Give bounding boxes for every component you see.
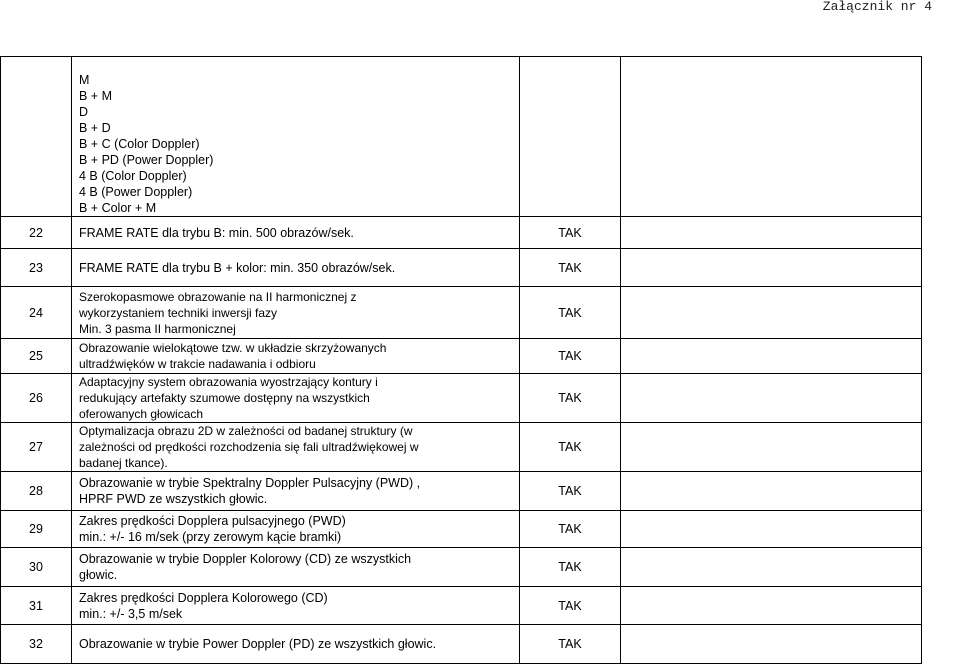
description-line: Min. 3 pasma II harmonicznej	[79, 321, 236, 336]
offered-value-cell	[621, 472, 922, 511]
row-number: 22	[1, 217, 72, 249]
row-number: 23	[1, 249, 72, 287]
description-line: Obrazowanie wielokątowe tzw. w układzie skrzyżowanych	[79, 341, 387, 355]
row-number: 30	[1, 548, 72, 587]
mode-line: D	[79, 105, 89, 119]
table-row	[1, 587, 922, 625]
parameter-description: Obrazowanie w trybie Power Doppler (PD) ze wszystkich głowic.	[72, 625, 520, 664]
table-row	[1, 511, 922, 548]
description-line: wykorzystaniem techniki inwersji fazy	[79, 305, 278, 320]
table-row	[1, 423, 922, 472]
mode-line: M	[79, 73, 90, 87]
offered-value-cell	[621, 249, 922, 287]
description-line: badanej tkance).	[79, 456, 168, 470]
description-line: Adaptacyjny system obrazowania wyostrzający kontury i	[79, 375, 378, 389]
mode-line: B + D	[79, 121, 111, 135]
mode-line: B + M	[79, 89, 112, 103]
requirement-value: TAK	[520, 548, 621, 587]
mode-line: B + PD (Power Doppler)	[79, 153, 214, 167]
continuation-modes-cell	[72, 57, 520, 217]
description-line: Optymalizacja obrazu 2D w zależności od badanej struktury (w	[79, 424, 413, 438]
mode-line: 4 B (Power Doppler)	[79, 185, 193, 199]
offered-value-cell	[621, 374, 922, 423]
table-row	[1, 249, 922, 287]
table-row-continuation	[1, 57, 922, 217]
parameter-description	[72, 287, 520, 339]
requirement-value: TAK	[520, 511, 621, 548]
offered-value-cell	[621, 587, 922, 625]
requirement-value: TAK	[520, 217, 621, 249]
description-line: Obrazowanie w trybie Doppler Kolorowy (CD) ze wszystkich	[79, 552, 412, 566]
row-number: 27	[1, 423, 72, 472]
offered-value-cell	[621, 339, 922, 374]
description-line: HPRF PWD ze wszystkich głowic.	[79, 492, 268, 506]
offered-value-cell	[621, 217, 922, 249]
row-number-cell	[1, 57, 72, 217]
table-row	[1, 472, 922, 511]
mode-line: 4 B (Color Doppler)	[79, 169, 187, 183]
mode-line: B + Color + M	[79, 201, 157, 215]
description-line: min.: +/- 16 m/sek (przy zerowym kącie bramki)	[79, 530, 342, 544]
description-line: ultradźwięków w trakcie nadawania i odbioru	[79, 357, 316, 371]
description-line: min.: +/- 3,5 m/sek	[79, 606, 183, 621]
row-number: 24	[1, 287, 72, 339]
table-row	[1, 287, 922, 339]
row-number: 31	[1, 587, 72, 625]
description-line: głowic.	[79, 568, 118, 582]
description-line: Zakres prędkości Dopplera pulsacyjnego (PWD)	[79, 514, 346, 528]
table-row	[1, 374, 922, 423]
offered-value-cell	[621, 511, 922, 548]
offered-value-cell	[621, 548, 922, 587]
requirement-value: TAK	[520, 472, 621, 511]
attachment-header: Załącznik nr 4	[822, 0, 932, 14]
description-line: Szerokopasmowe obrazowanie na II harmonicznej z	[79, 289, 357, 304]
parameter-description	[72, 511, 520, 548]
parameter-description: FRAME RATE dla trybu B + kolor: min. 350 obrazów/sek.	[72, 249, 520, 287]
requirement-value: TAK	[520, 374, 621, 423]
description-line: Zakres prędkości Dopplera Kolorowego (CD)	[79, 590, 328, 605]
row-number: 28	[1, 472, 72, 511]
requirement-value: TAK	[520, 249, 621, 287]
table-row	[1, 625, 922, 664]
description-line: oferowanych głowicach	[79, 407, 204, 421]
parameter-description	[72, 339, 520, 374]
table-row	[1, 548, 922, 587]
offered-value-cell	[621, 57, 922, 217]
row-number: 29	[1, 511, 72, 548]
requirement-value: TAK	[520, 587, 621, 625]
row-number: 26	[1, 374, 72, 423]
parameter-description	[72, 472, 520, 511]
parameter-description	[72, 587, 520, 625]
table-row	[1, 217, 922, 249]
offered-value-cell	[621, 423, 922, 472]
parameter-description: FRAME RATE dla trybu B: min. 500 obrazów/sek.	[72, 217, 520, 249]
mode-line: B + C (Color Doppler)	[79, 137, 200, 151]
parameter-description	[72, 548, 520, 587]
row-number: 32	[1, 625, 72, 664]
requirement-value: TAK	[520, 423, 621, 472]
description-line: zależności od prędkości rozchodzenia się fali ultradźwiękowej w	[79, 440, 419, 454]
requirement-value: TAK	[520, 339, 621, 374]
description-line: Obrazowanie w trybie Spektralny Doppler Pulsacyjny (PWD) ,	[79, 476, 421, 490]
parameter-description	[72, 374, 520, 423]
offered-value-cell	[621, 287, 922, 339]
description-line: redukujący artefakty szumowe dostępny na wszystkich	[79, 391, 370, 405]
row-number: 25	[1, 339, 72, 374]
requirement-value: TAK	[520, 625, 621, 664]
specification-table	[0, 56, 922, 664]
offered-value-cell	[621, 625, 922, 664]
parameter-description	[72, 423, 520, 472]
table-row	[1, 339, 922, 374]
requirement-cell	[520, 57, 621, 217]
requirement-value: TAK	[520, 287, 621, 339]
